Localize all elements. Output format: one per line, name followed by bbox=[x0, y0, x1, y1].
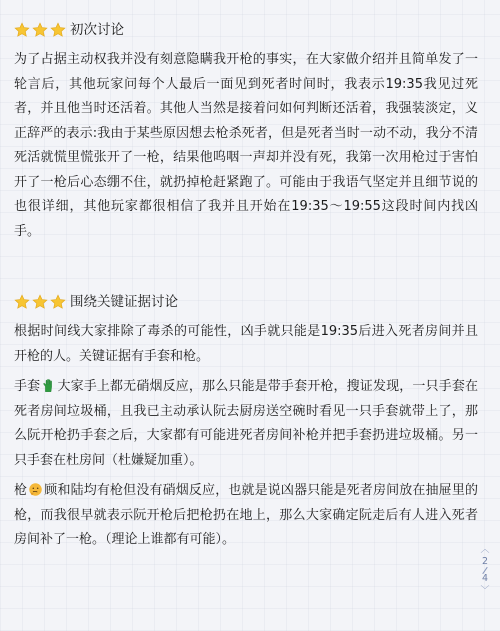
gun-paragraph bbox=[14, 479, 478, 553]
current-page-number: 2 bbox=[481, 556, 489, 567]
paragraph-body: 顾和陆均有枪但没有硝烟反应，也就是说凶器只能是死者房间放在抽屉里的枪，而我很早就表示阮开枪后把枪扔在地上，那么大家确定阮走后有人进入死者房间补了一枪。（理论上谁都有可能）。 bbox=[14, 483, 478, 547]
section-heading bbox=[14, 18, 478, 42]
star-rating bbox=[14, 294, 66, 310]
total-page-number: 4 bbox=[481, 573, 489, 584]
star-icon bbox=[32, 294, 48, 310]
chevron-up-icon[interactable]: ︿ bbox=[480, 545, 490, 555]
paragraph-lead: 枪 bbox=[14, 483, 28, 498]
section-initial-discussion bbox=[14, 18, 478, 250]
thinking-face-icon bbox=[28, 482, 43, 497]
star-icon bbox=[14, 22, 30, 38]
paragraph-lead: 手套 bbox=[14, 379, 41, 394]
chevron-down-icon[interactable]: ﹀ bbox=[480, 586, 490, 596]
star-icon bbox=[14, 294, 30, 310]
section-title: 围绕关键证据讨论 bbox=[70, 294, 178, 310]
glove-paragraph bbox=[14, 375, 478, 473]
page-indicator bbox=[478, 544, 492, 597]
section-title: 初次讨论 bbox=[70, 22, 124, 38]
glove-icon bbox=[41, 378, 56, 393]
section-paragraph: 根据时间线大家排除了毒杀的可能性，凶手就只能是19:35后进入死者房间并且开枪的人。关键证据有手套和枪。 bbox=[14, 324, 478, 364]
section-heading bbox=[14, 290, 478, 314]
section-key-evidence bbox=[14, 290, 478, 559]
paragraph-body: 大家手上都无硝烟反应，那么只能是带手套开枪，搜证发现，一只手套在死者房间垃圾桶，且我已主动承认阮去厨房送空碗时看见一只手套就带上了，那么阮开枪扔手套之后，大家都有可能进死者房间补枪并把手套扔进垃圾桶。另一只手套在杜房间（杜嫌疑加重）。 bbox=[14, 379, 478, 468]
star-icon bbox=[32, 22, 48, 38]
star-rating bbox=[14, 22, 66, 38]
star-icon bbox=[50, 294, 66, 310]
section-paragraph: 为了占据主动权我并没有刻意隐瞒我开枪的事实，在大家做介绍并且简单发了一轮言后，其他玩家问每个人最后一面见到死者时间时，我表示19:35我见过死者，并且他当时还活着。其他人当然是接着问如何判断还活着，我强装淡定，义正辞严的表示:我由于某些原因想去枪杀死者，但是死者当时一动不动，我分不清死活就慌里慌张开了一枪，结果他呜咽一声却并没有死，我第一次用枪过于害怕开了一枪后心态绷不住，就扔掉枪赶紧跑了。可能由于我语气坚定并且细节说的也很详细，其他玩家都很相信了我并且开始在19:35～19:55这段时间内找凶手。 bbox=[14, 52, 478, 239]
star-icon bbox=[50, 22, 66, 38]
